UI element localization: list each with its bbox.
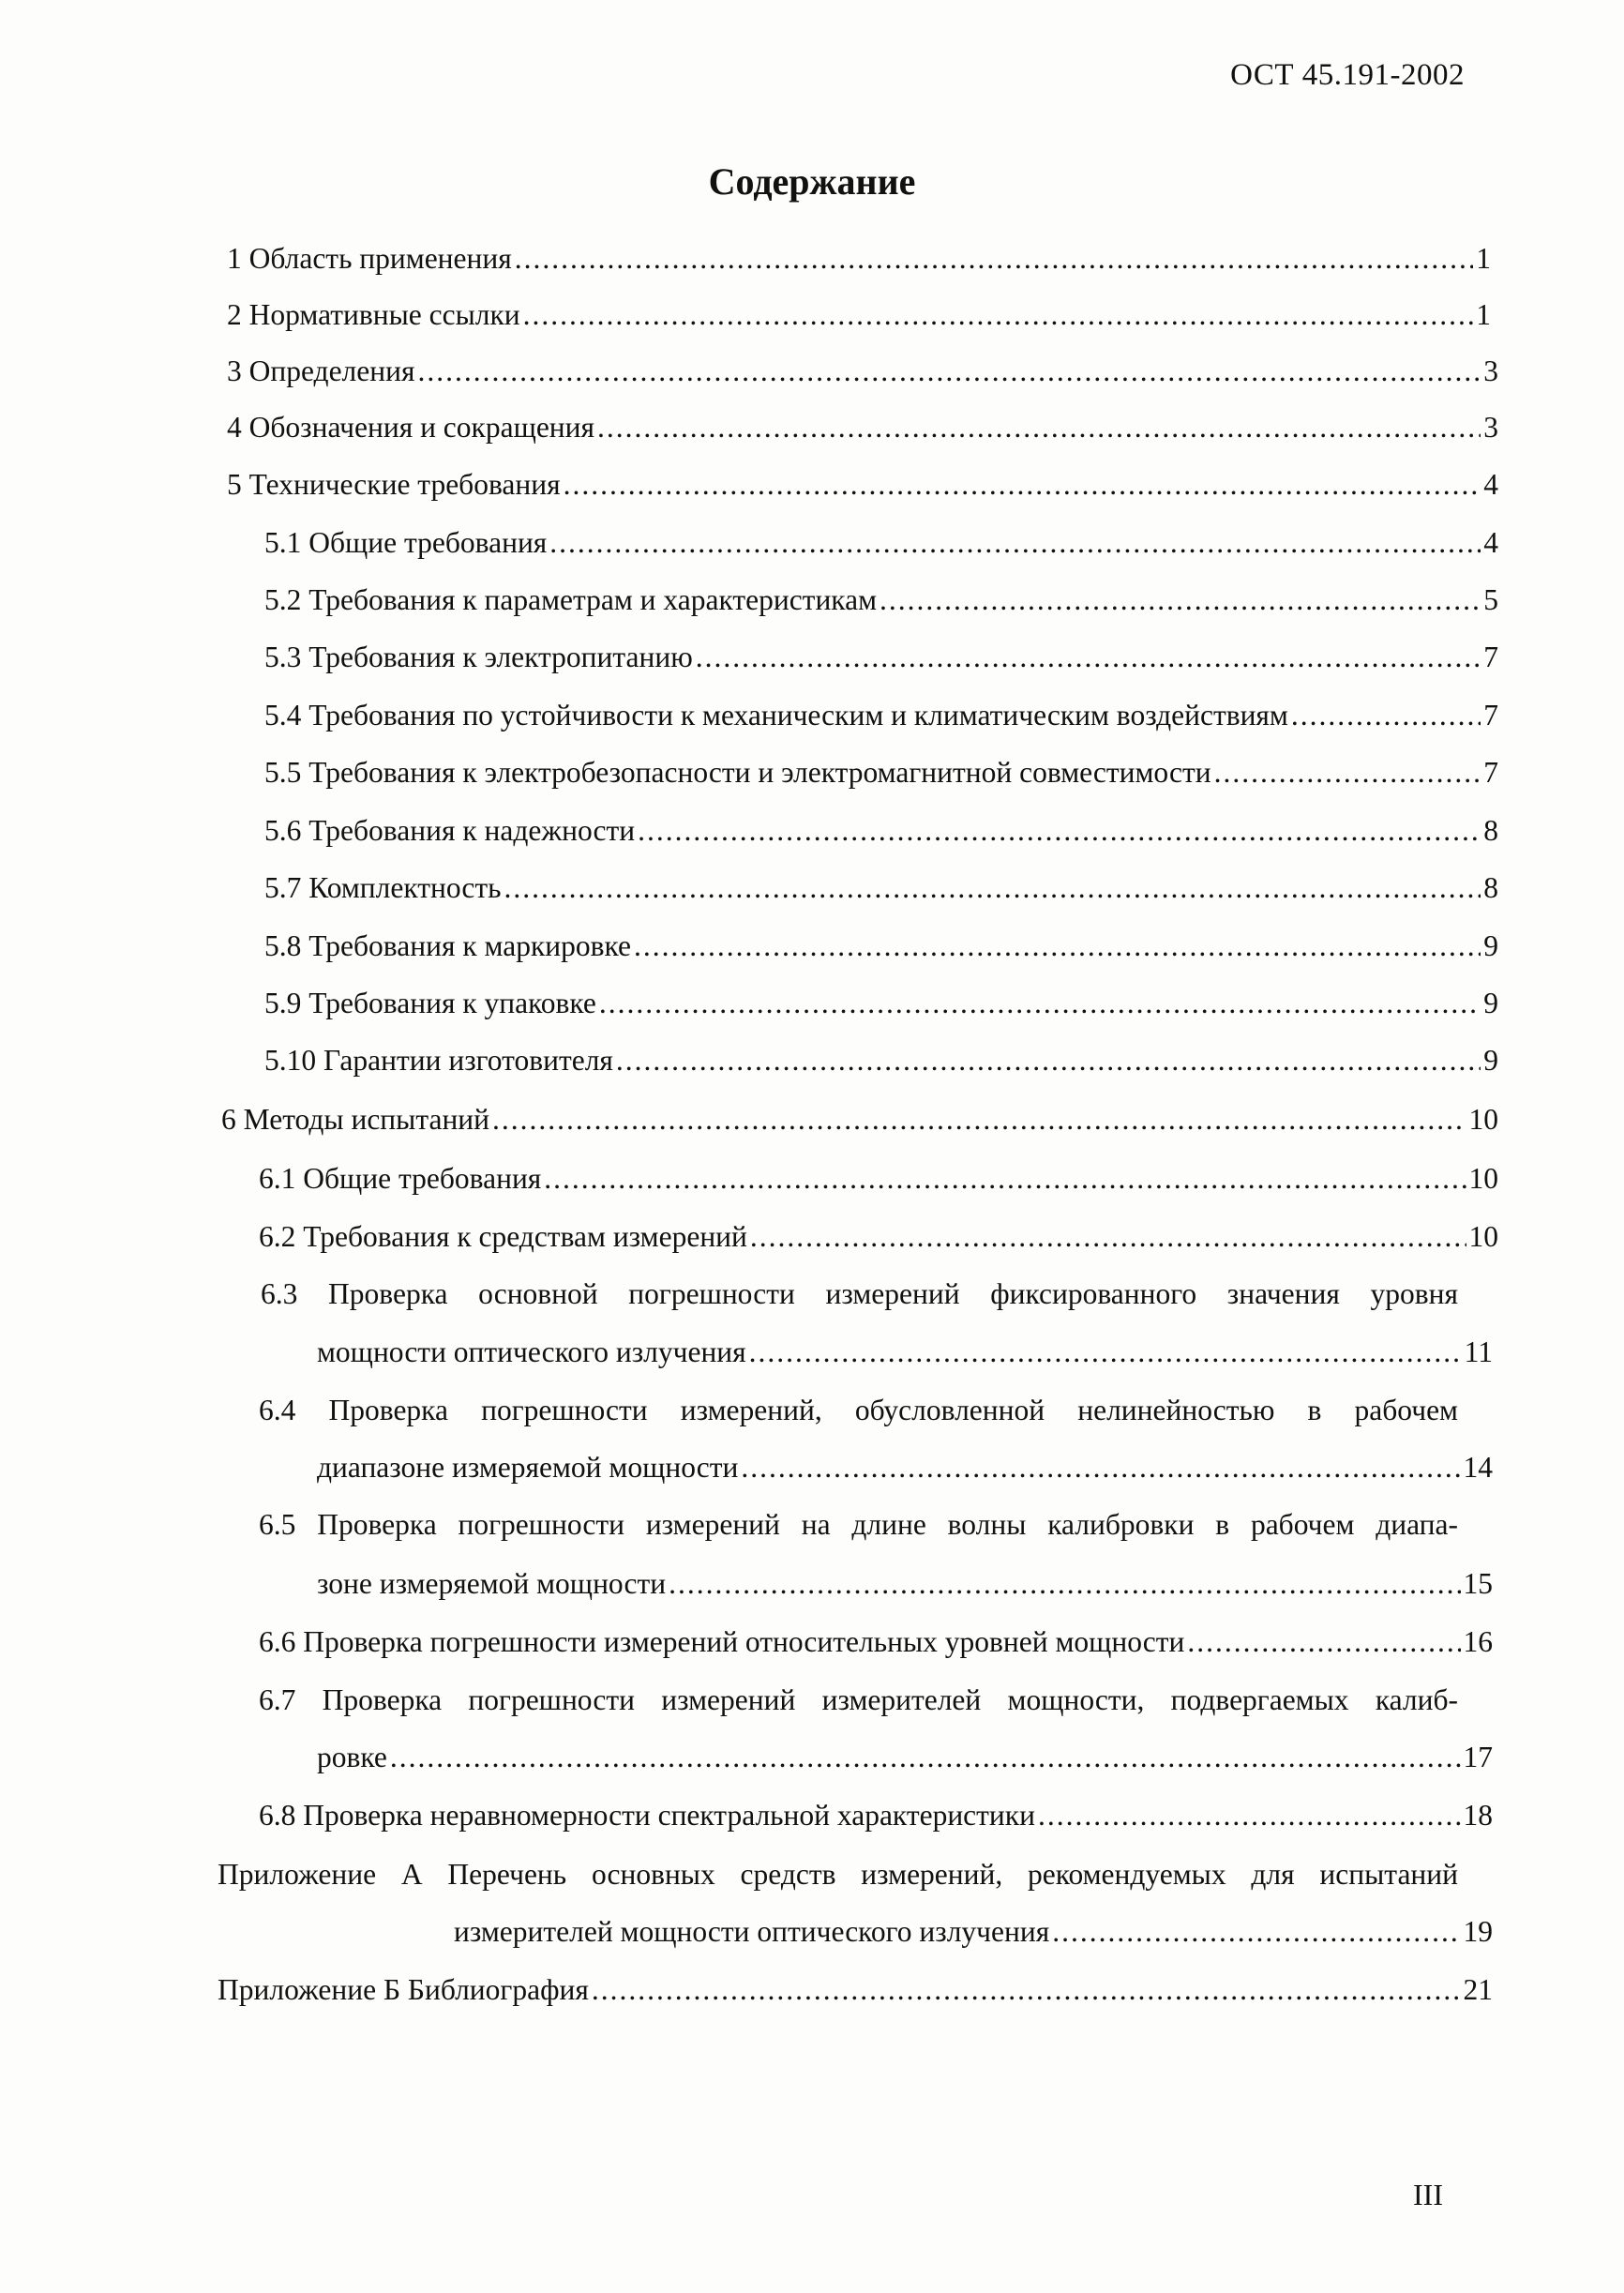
dot-leader: [417, 354, 1481, 389]
dot-leader: [669, 1566, 1460, 1602]
document-code: ОСТ 45.191-2002: [1230, 58, 1465, 92]
dot-leader: [1052, 1914, 1460, 1950]
dot-leader: [880, 582, 1481, 618]
dot-leader: [634, 928, 1481, 964]
toc-entry-page: 9: [1483, 987, 1498, 1019]
toc-entry-page: 7: [1483, 641, 1498, 673]
toc-entry-label: 5.9 Требования к упаковке: [264, 987, 596, 1019]
dot-leader: [599, 986, 1481, 1021]
toc-entry-label[interactable]: 6.7 Проверка погрешности измерений измерителей мощности, подвергаемых калиб-: [259, 1683, 1458, 1716]
toc-entry-label: 5.10 Гарантии изготовителя: [264, 1044, 613, 1077]
toc-entry-page: 10: [1468, 1103, 1498, 1136]
toc-entry[interactable]: [259, 1624, 1493, 1660]
dot-leader: [390, 1740, 1461, 1775]
toc-entry-page: 8: [1483, 871, 1498, 904]
dot-leader: [1187, 1624, 1460, 1660]
toc-entry-page: 1: [1476, 298, 1491, 331]
toc-entry-label: 1 Область применения: [227, 242, 512, 275]
toc-entry-label[interactable]: 6.4 Проверка погрешности измерений, обусловленной нелинейностью в рабочем: [259, 1394, 1458, 1426]
dot-leader: [544, 1161, 1466, 1197]
toc-entry[interactable]: [227, 354, 1498, 389]
toc-entry-label: 4 Обозначения и сокращения: [227, 411, 595, 444]
toc-entry-label: 3 Определения: [227, 355, 415, 387]
toc-entry-label: 6.6 Проверка погрешности измерений относительных уровней мощности: [259, 1625, 1185, 1658]
toc-entry-label: 5 Технические требования: [227, 468, 561, 501]
toc-entry[interactable]: [317, 1566, 1493, 1602]
toc-entry[interactable]: [317, 1740, 1493, 1775]
toc-entry-page: 3: [1483, 411, 1498, 444]
toc-entry-page: 5: [1483, 583, 1498, 616]
page-number: III: [1413, 2178, 1443, 2211]
dot-leader: [523, 297, 1474, 333]
toc-entry-page: 9: [1483, 929, 1498, 962]
dot-leader: [750, 1219, 1466, 1255]
toc-entry-label: 6.2 Требования к средствам измерений: [259, 1220, 747, 1253]
toc-entry[interactable]: [264, 698, 1498, 733]
toc-entry-label[interactable]: Приложение А Перечень основных средств измерений, рекомендуемых для испытаний: [218, 1858, 1458, 1891]
toc-entry[interactable]: [317, 1335, 1493, 1370]
toc-entry[interactable]: [317, 1450, 1493, 1486]
toc-entry-label: диапазоне измеряемой мощности: [317, 1451, 739, 1484]
toc-entry-label: 6.8 Проверка неравномерности спектральной характеристики: [259, 1799, 1035, 1832]
toc-entry-label: 5.6 Требования к надежности: [264, 814, 636, 847]
toc-entry-page: 9: [1483, 1044, 1498, 1077]
toc-entry[interactable]: [227, 297, 1491, 333]
toc-entry-page: 1: [1476, 242, 1491, 275]
dot-leader: [597, 410, 1481, 445]
toc-entry[interactable]: [264, 1043, 1498, 1079]
toc-entry[interactable]: [264, 582, 1498, 618]
toc-entry-page: 4: [1483, 468, 1498, 501]
toc-entry[interactable]: [264, 755, 1498, 791]
toc-entry-label: измерителей мощности оптического излучения: [454, 1915, 1050, 1948]
dot-leader: [1214, 755, 1481, 791]
dot-leader: [696, 640, 1481, 675]
toc-entry[interactable]: [259, 1161, 1498, 1197]
toc-entry[interactable]: [454, 1914, 1493, 1950]
toc-entry[interactable]: [218, 1972, 1493, 2008]
toc-entry-label: зоне измеряемой мощности: [317, 1567, 667, 1600]
dot-leader: [492, 1102, 1466, 1138]
dot-leader: [504, 870, 1481, 906]
toc-entry[interactable]: [227, 410, 1498, 445]
toc-entry-page: 11: [1464, 1335, 1493, 1368]
toc-entry-label: ровке: [317, 1741, 387, 1773]
toc-entry-label: 2 Нормативные ссылки: [227, 298, 520, 331]
toc-entry-label: 5.2 Требования к параметрам и характеристикам: [264, 583, 878, 616]
toc-entry-label: 5.3 Требования к электропитанию: [264, 641, 693, 673]
toc-entry-label: Приложение Б Библиография: [218, 1973, 589, 2006]
dot-leader: [638, 813, 1481, 849]
toc-entry[interactable]: [227, 467, 1498, 503]
toc-entry-page: 7: [1483, 699, 1498, 732]
toc-entry[interactable]: [264, 525, 1498, 561]
toc-entry-page: 10: [1468, 1220, 1498, 1253]
dot-leader: [1038, 1798, 1461, 1833]
toc-entry-label: 5.1 Общие требования: [264, 526, 548, 559]
dot-leader: [564, 467, 1481, 503]
toc-entry-label: 5.8 Требования к маркировке: [264, 929, 631, 962]
toc-entry-label[interactable]: 6.5 Проверка погрешности измерений на длине волны калибровки в рабочем диапа-: [259, 1508, 1458, 1541]
dot-leader: [741, 1450, 1460, 1486]
dot-leader: [616, 1043, 1481, 1079]
toc-entry-page: 8: [1483, 814, 1498, 847]
toc-entry[interactable]: [227, 241, 1491, 277]
toc-entry-page: 21: [1463, 1973, 1493, 2006]
toc-entry[interactable]: [259, 1798, 1493, 1833]
dot-leader: [749, 1335, 1462, 1370]
toc-entry-page: 17: [1463, 1741, 1493, 1773]
toc-entry-page: 4: [1483, 526, 1498, 559]
dot-leader: [515, 241, 1474, 277]
dot-leader: [549, 525, 1481, 561]
toc-entry[interactable]: [221, 1102, 1498, 1138]
toc-entry-label: мощности оптического излучения: [317, 1335, 746, 1368]
toc-entry-label: 5.4 Требования по устойчивости к механическим и климатическим воздействиям: [264, 699, 1288, 732]
toc-entry-page: 19: [1463, 1915, 1493, 1948]
toc-entry-label: 6.1 Общие требования: [259, 1162, 542, 1195]
toc-entry[interactable]: [259, 1219, 1498, 1255]
toc-entry-label: 5.7 Комплектность: [264, 871, 502, 904]
toc-entry-page: 16: [1463, 1625, 1493, 1658]
toc-entry-page: 15: [1463, 1567, 1493, 1600]
toc-entry-label: 6 Методы испытаний: [221, 1103, 490, 1136]
toc-entry[interactable]: [264, 813, 1498, 849]
toc-entry[interactable]: [264, 986, 1498, 1021]
toc-entry-label: 5.5 Требования к электробезопасности и электромагнитной совместимости: [264, 756, 1211, 789]
toc-entry[interactable]: [264, 640, 1498, 675]
toc-entry[interactable]: [264, 928, 1498, 964]
toc-entry-label[interactable]: 6.3 Проверка основной погрешности измерений фиксированного значения уровня: [261, 1277, 1458, 1310]
toc-entry-page: 18: [1463, 1799, 1493, 1832]
toc-title: Содержание: [708, 160, 916, 203]
toc-entry-page: 3: [1483, 355, 1498, 387]
dot-leader: [1291, 698, 1481, 733]
toc-entry-page: 14: [1463, 1451, 1493, 1484]
toc-entry[interactable]: [264, 870, 1498, 906]
dot-leader: [592, 1972, 1461, 2008]
toc-entry-page: 10: [1468, 1162, 1498, 1195]
toc-entry-page: 7: [1483, 756, 1498, 789]
